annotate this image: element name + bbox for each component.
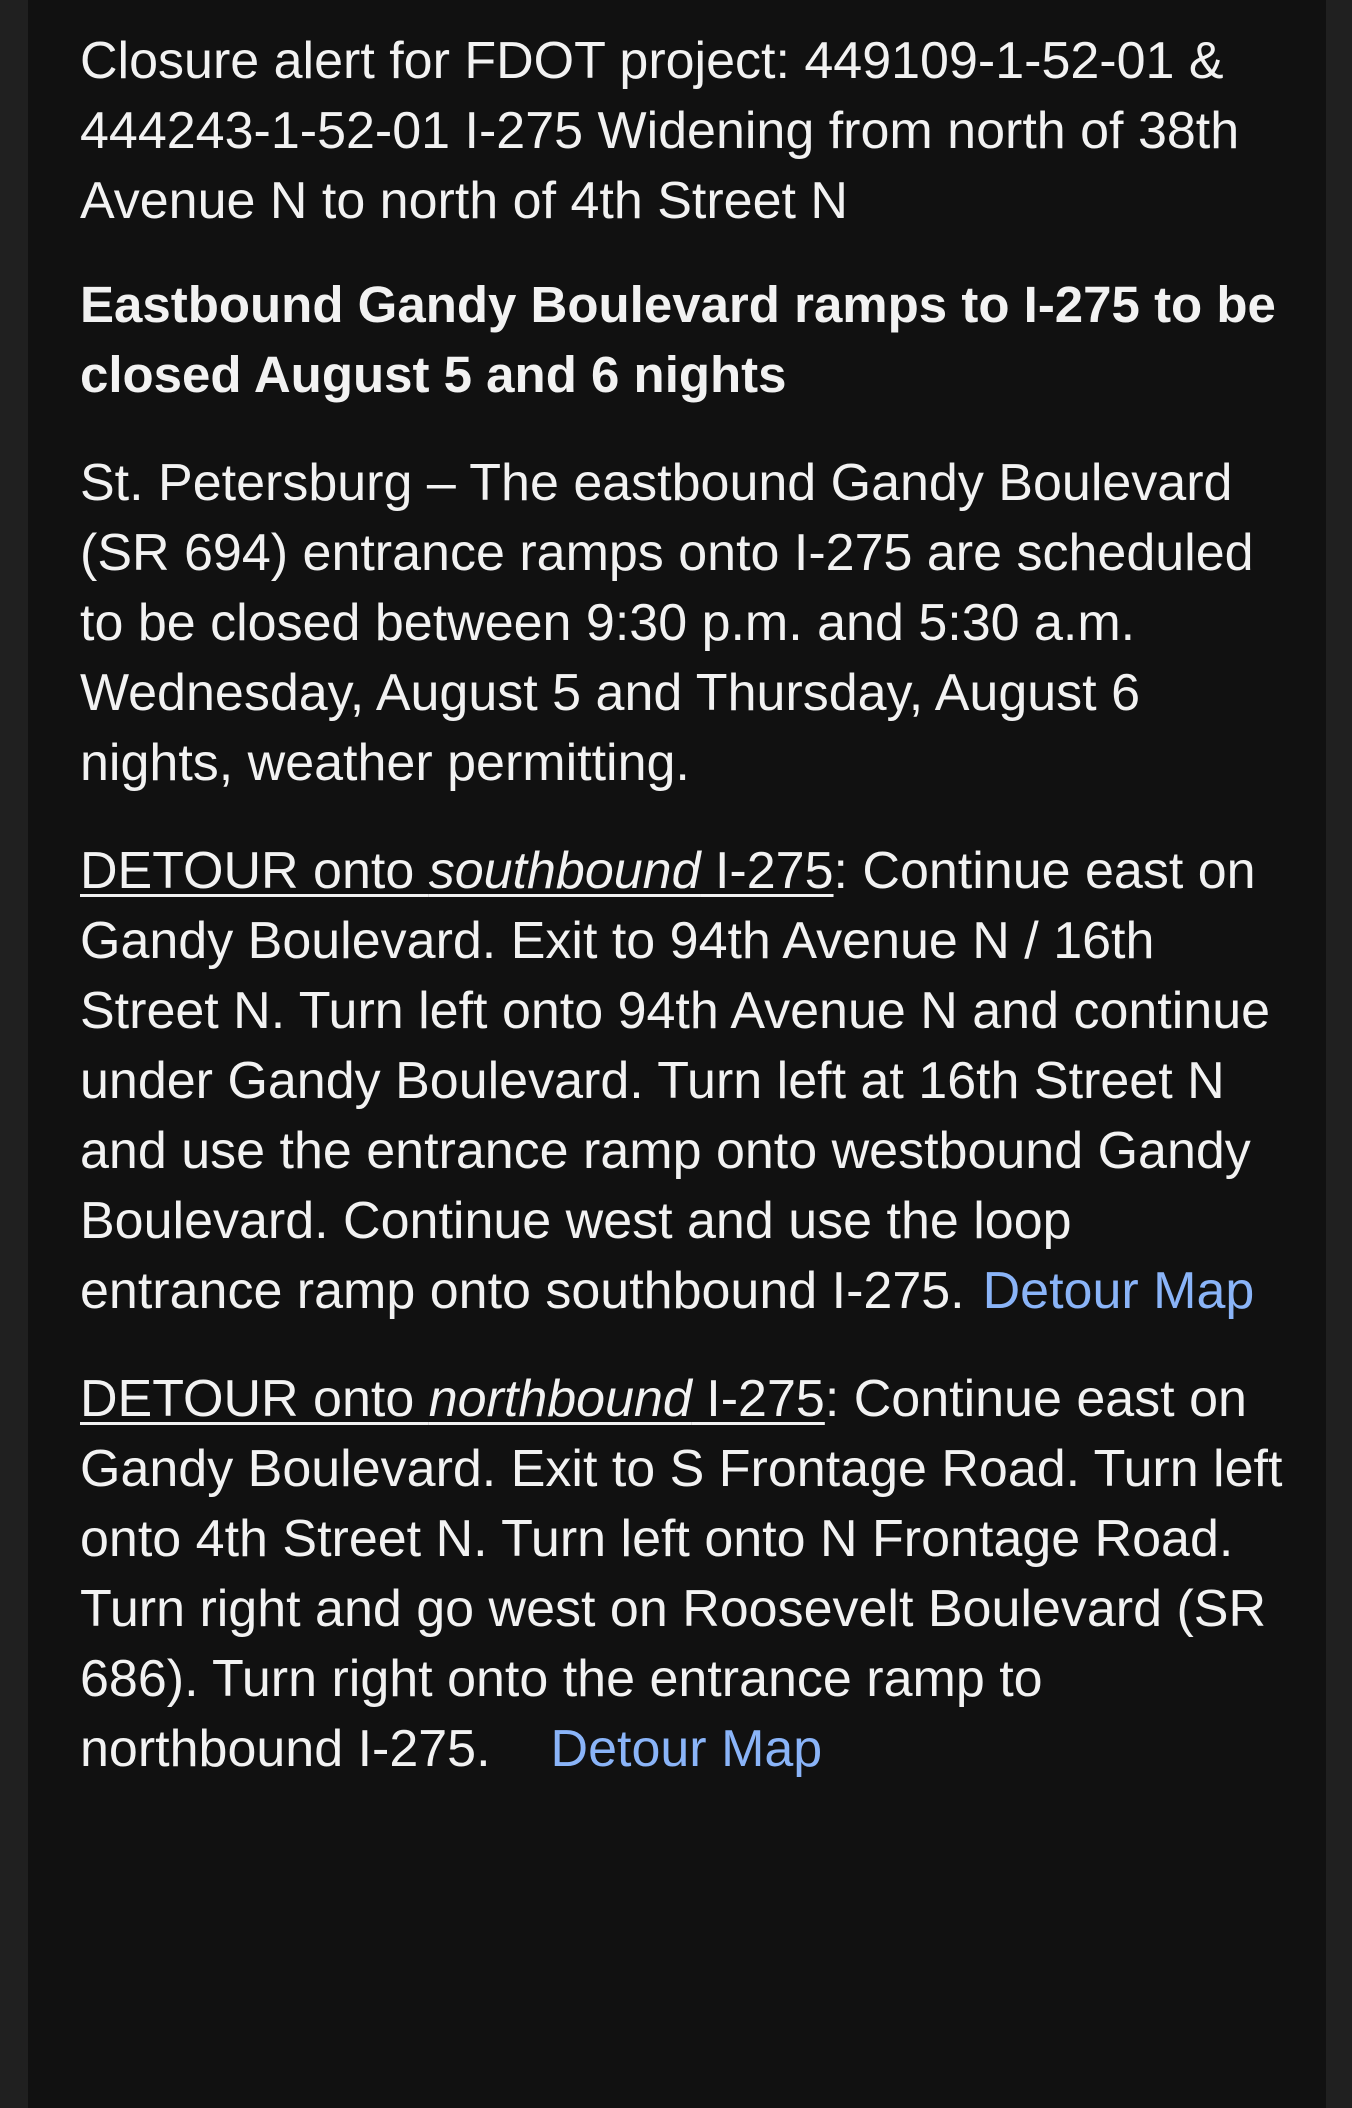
detour-northbound-label: DETOUR onto northbound I-275	[80, 1370, 825, 1428]
left-edge-strip	[0, 0, 28, 2108]
alert-body: St. Petersburg – The eastbound Gandy Boulevard (SR 694) entrance ramps onto I-275 are scheduled to be closed between 9:30 p.m. and 5:30 a.m. Wednesday, August 5 and Thursday, August 6 nights, weather permitting.	[80, 454, 1254, 792]
alert-headline: Eastbound Gandy Boulevard ramps to I-275 to be closed August 5 and 6 nights	[80, 276, 1276, 403]
detour-southbound-text: Continue east on Gandy Boulevard. Exit to 94th Avenue N / 16th Street N. Turn left onto 94th Avenue N and continue under Gandy Boulevard. Turn left at 16th Street N and use the entrance ramp onto westbound Gandy Boulevard. Continue west and use the loop entrance ramp onto southbound I-275.	[80, 842, 1271, 1320]
detour-southbound: DETOUR onto southbound I-275: Continue east on Gandy Boulevard. Exit to 94th Avenue N / 16th Street N. Turn left onto 94th Avenue N and continue under Gandy Boulevard. Turn left at 16th Street N and use the entrance ramp onto westbound Gandy Boulevard. Continue west and use the loop entrance ramp onto southbound I-275. Detour Map	[80, 842, 1271, 1320]
detour-southbound-label: DETOUR onto southbound I-275	[80, 842, 834, 900]
alert-content	[28, 0, 1326, 2108]
right-edge-strip	[1326, 0, 1352, 2108]
alert-title: Closure alert for FDOT project: 449109-1-52-01 & 444243-1-52-01 I-275 Widening from north of 38th Avenue N to north of 4th Street N	[80, 32, 1240, 230]
detour-southbound-direction: southbound	[428, 842, 701, 900]
detour-northbound-text: Continue east on Gandy Boulevard. Exit to S Frontage Road. Turn left onto 4th Street N. Turn left onto N Frontage Road. Turn right and go west on Roosevelt Boulevard (SR 686). Turn right onto the entrance ramp to northbound I-275.	[80, 1370, 1283, 1778]
detour-southbound-map-link[interactable]: Detour Map	[982, 1262, 1255, 1320]
detour-northbound-direction: northbound	[428, 1370, 692, 1428]
detour-northbound: DETOUR onto northbound I-275: Continue east on Gandy Boulevard. Exit to S Frontage Road. Turn left onto 4th Street N. Turn left onto N Frontage Road. Turn right and go west on Roosevelt Boulevard (SR 686). Turn right onto the entrance ramp to northbound I-275. Detour Map	[80, 1370, 1283, 1778]
detour-northbound-map-link[interactable]: Detour Map	[550, 1720, 823, 1778]
